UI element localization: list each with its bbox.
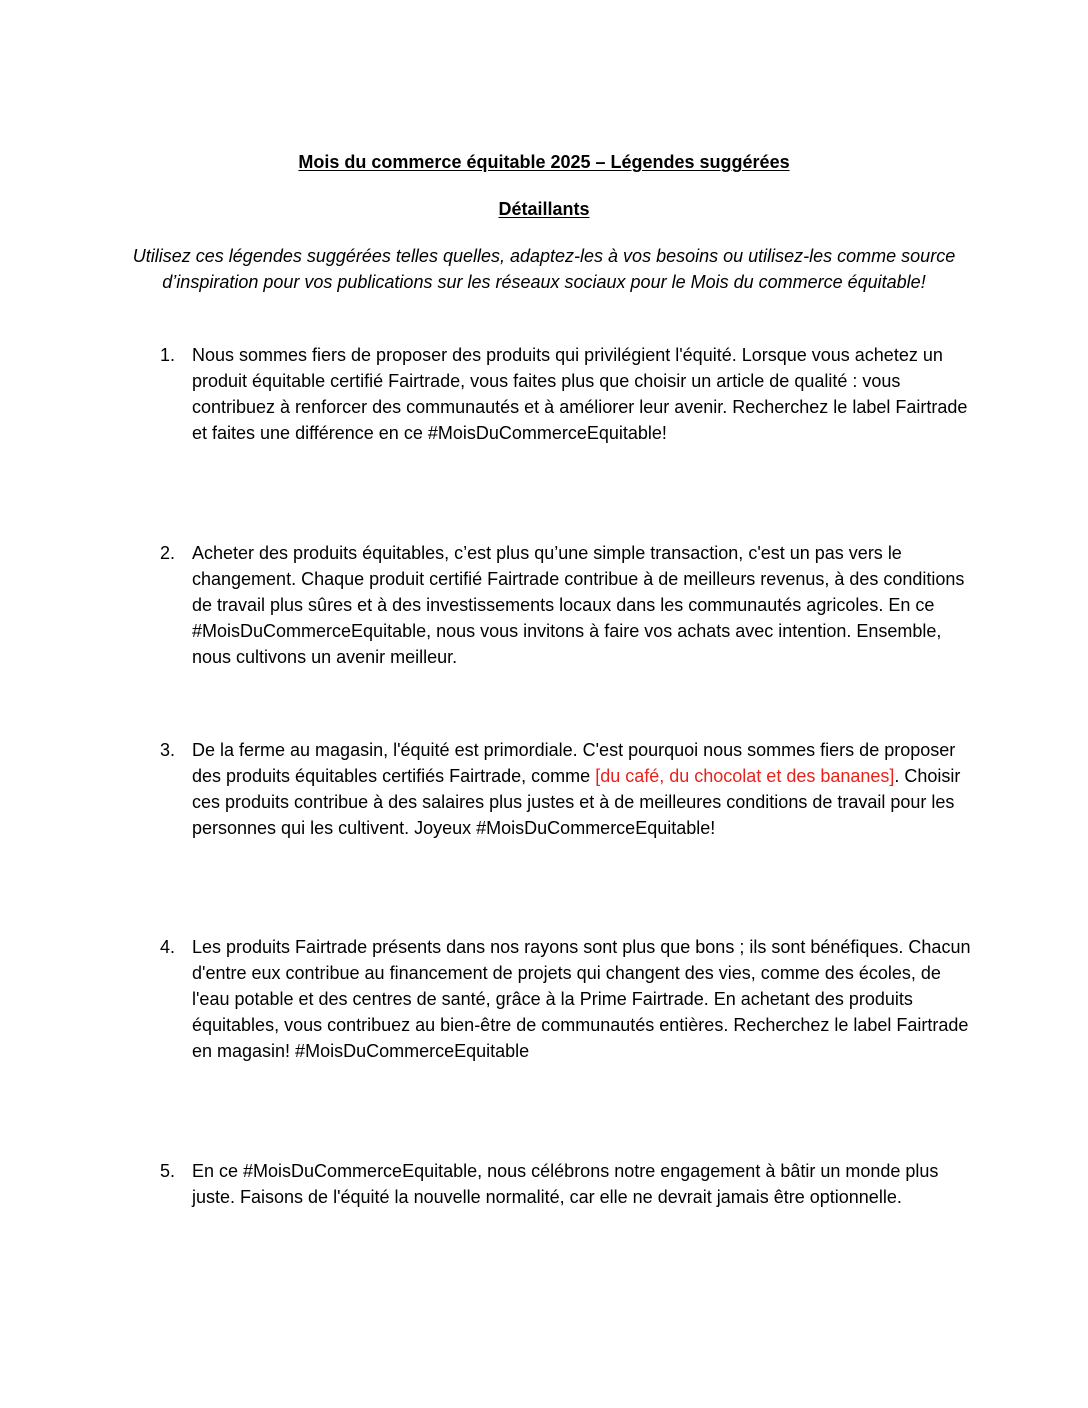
caption-text: Nous sommes fiers de proposer des produits qui privilégient l'équité. Lorsque vous achetez un produit équitable certifié Fairtrade, vous faites plus que choisir un article de qualité : vous contribuez à renforcer des communautés et à améliorer leur avenir. Recherchez le label Fairtrade et faites une différence en ce #MoisDuCommerceEquitable!: [192, 345, 968, 443]
caption-text: Acheter des produits équitables, c’est plus qu’une simple transaction, c'est un pas vers le changement. Chaque produit certifié Fairtrade contribue à de meilleurs revenus, à des conditions de travail plus sûres et à des investissements locaux dans les communautés agricoles. En ce #MoisDuCommerceEquitable, nous vous invitons à faire vos achats avec intention. Ensemble, nous cultivons un avenir meilleur.: [192, 543, 965, 667]
caption-text-after: . Choisir ces produits contribue à des salaires plus justes et à de meilleures conditions de travail pour les personnes qui les cultivent. Joyeux #MoisDuCommerceEquitable!: [192, 766, 961, 838]
document-title: [0, 150, 1088, 174]
caption-text-before: De la ferme au magasin, l'équité est primordiale. C'est pourquoi nous sommes fiers de proposer des produits équitables certifiés Fairtrade, comme: [192, 740, 956, 786]
caption-number: 2.: [160, 543, 176, 563]
document-subtitle-text: Détaillants: [498, 199, 590, 219]
caption-text: En ce #MoisDuCommerceEquitable, nous célébrons notre engagement à bâtir un monde plus juste. Faisons de l'équité la nouvelle normalité, car elle ne devrait jamais être optionnelle.: [192, 1161, 939, 1207]
caption-number: 3.: [160, 740, 176, 760]
caption-number: 5.: [160, 1161, 176, 1181]
caption-number: 1.: [160, 345, 176, 365]
caption-text: Les produits Fairtrade présents dans nos rayons sont plus que bons ; ils sont bénéfiques. Chacun d'entre eux contribue au financement de projets qui changent des vies, comme des écoles, de l'eau potable et des centres de santé, grâce à la Prime Fairtrade. En achetant des produits équitables, vous contribuez au bien-être de communautés entières. Recherchez le label Fairtrade en magasin! #MoisDuCommerceEquitable: [192, 937, 971, 1061]
document-title-text: Mois du commerce équitable 2025 – Légendes suggérées: [298, 152, 790, 172]
caption-number: 4.: [160, 937, 176, 957]
caption-text: [192, 737, 972, 841]
placeholder-highlight: [du café, du chocolat et des bananes]: [595, 766, 895, 786]
intro-paragraph: Utilisez ces légendes suggérées telles quelles, adaptez-les à vos besoins ou utilisez-les comme source d’inspiration pour vos publications sur les réseaux sociaux pour le Mois du commerce équitable!: [132, 246, 956, 292]
document-subtitle: [0, 197, 1088, 221]
